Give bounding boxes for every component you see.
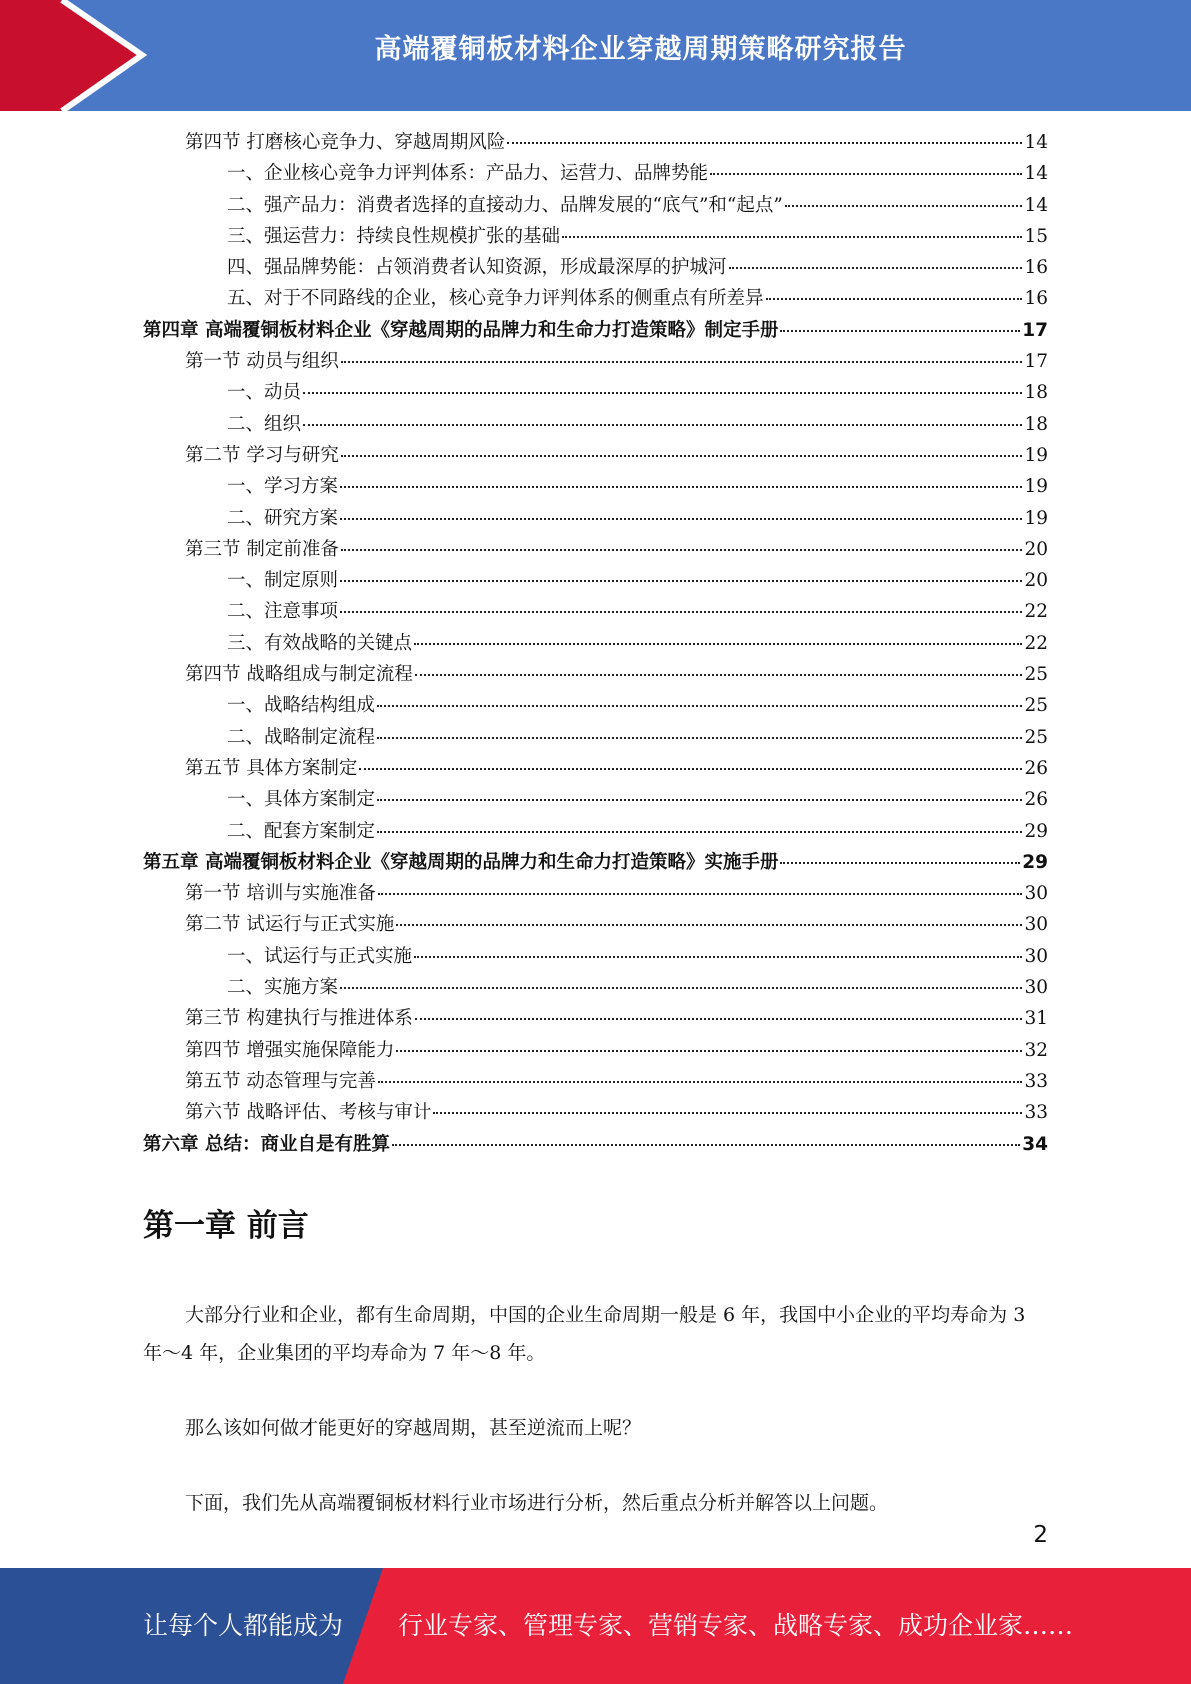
toc-entry-label: 第四节 打磨核心竞争力、穿越周期风险	[185, 132, 506, 153]
toc-entry[interactable]	[143, 504, 1048, 535]
chapter-heading: 第一章 前言	[143, 1208, 309, 1244]
toc-dot-leader	[378, 893, 1023, 895]
footer-slogan: 让每个人都能成为	[143, 1611, 344, 1640]
toc-entry-label: 第四节 增强实施保障能力	[185, 1039, 395, 1061]
toc-entry-page: 17	[1022, 319, 1048, 341]
toc-dot-leader	[303, 392, 1022, 394]
toc-entry-page: 30	[1024, 977, 1048, 999]
toc-entry-page: 33	[1024, 1102, 1048, 1124]
toc-entry-page: 30	[1024, 883, 1048, 905]
toc-entry-label: 二、配套方案制定	[227, 820, 376, 842]
toc-entry[interactable]	[143, 347, 1048, 378]
toc-entry-label: 第一节 培训与实施准备	[185, 883, 376, 905]
toc-entry[interactable]	[143, 754, 1048, 785]
toc-dot-leader	[766, 298, 1023, 300]
toc-entry[interactable]	[143, 472, 1048, 503]
toc-entry-label: 第四章 高端覆铜板材料企业《穿越周期的品牌力和生命力打造策略》制定手册	[143, 319, 779, 341]
toc-entry-page: 16	[1024, 257, 1048, 279]
toc-entry-page: 26	[1024, 789, 1048, 811]
toc-entry-page: 16	[1024, 288, 1048, 310]
toc-entry-label: 第三节 制定前准备	[185, 538, 339, 560]
toc-dot-leader	[414, 643, 1022, 645]
toc-entry-label: 二、注意事项	[227, 601, 339, 623]
toc-entry[interactable]	[143, 316, 1048, 347]
toc-dot-leader	[340, 518, 1022, 520]
toc-dot-leader	[340, 987, 1022, 989]
toc-dot-leader	[377, 737, 1022, 739]
toc-dot-leader	[340, 486, 1022, 488]
toc-entry[interactable]	[143, 222, 1048, 253]
toc-dot-leader	[377, 831, 1022, 833]
toc-entry-label: 一、学习方案	[227, 476, 339, 498]
toc-dot-leader	[415, 1018, 1023, 1020]
toc-entry-page: 15	[1024, 225, 1048, 247]
toc-entry-page: 22	[1024, 632, 1048, 654]
toc-entry-page: 22	[1024, 601, 1048, 623]
toc-dot-leader	[359, 768, 1022, 770]
toc-entry[interactable]	[143, 535, 1048, 566]
toc-entry-page: 25	[1024, 695, 1048, 717]
toc-entry-page: 14	[1024, 132, 1048, 153]
toc-entry-page: 34	[1022, 1133, 1048, 1155]
toc-entry-label: 第二节 学习与研究	[185, 444, 339, 466]
toc-entry-label: 二、实施方案	[227, 977, 339, 999]
toc-entry[interactable]	[143, 1067, 1048, 1098]
toc-entry-label: 一、战略结构组成	[227, 695, 376, 717]
toc-entry-page: 33	[1024, 1070, 1048, 1092]
toc-entry[interactable]	[143, 973, 1048, 1004]
toc-entry[interactable]	[143, 253, 1048, 284]
body-paragraph: 下面，我们先从高端覆铜板材料行业市场进行分析，然后重点分析并解答以上问题。	[185, 1492, 889, 1514]
toc-entry-label: 第一节 动员与组织	[185, 351, 339, 373]
toc-dot-leader	[341, 361, 1023, 363]
toc-dot-leader	[415, 674, 1023, 676]
toc-entry-page: 18	[1024, 382, 1048, 404]
toc-dot-leader	[396, 1050, 1022, 1052]
toc-entry-label: 一、动员	[227, 382, 302, 404]
toc-entry[interactable]	[143, 848, 1048, 879]
toc-dot-leader	[433, 1112, 1022, 1114]
toc-entry-label: 第五节 具体方案制定	[185, 757, 358, 779]
toc-entry-page: 14	[1024, 163, 1048, 185]
toc-entry[interactable]	[143, 942, 1048, 973]
toc-dot-leader	[414, 956, 1022, 958]
toc-entry-label: 第四节 战略组成与制定流程	[185, 664, 413, 686]
toc-entry-page: 25	[1024, 726, 1048, 748]
toc-entry[interactable]	[143, 159, 1048, 190]
toc-entry[interactable]	[143, 1036, 1048, 1067]
toc-entry[interactable]	[143, 378, 1048, 409]
toc-entry-page: 30	[1024, 945, 1048, 967]
toc-entry-page: 19	[1024, 476, 1048, 498]
toc-dot-leader	[341, 549, 1023, 551]
toc-dot-leader	[377, 705, 1022, 707]
toc-dot-leader	[303, 424, 1022, 426]
toc-entry-label: 四、强品牌势能：占领消费者认知资源，形成最深厚的护城河	[227, 257, 727, 279]
toc-dot-leader	[785, 205, 1023, 207]
toc-dot-leader	[710, 173, 1022, 175]
body-paragraph: 那么该如何做才能更好的穿越周期，甚至逆流而上呢？	[185, 1417, 642, 1439]
toc-dot-leader	[780, 330, 1020, 332]
toc-entry-label: 一、企业核心竞争力评判体系：产品力、运营力、品牌势能	[227, 163, 709, 185]
toc-entry-page: 29	[1022, 851, 1048, 873]
toc-entry-page: 14	[1024, 194, 1048, 216]
toc-entry[interactable]	[143, 191, 1048, 222]
toc-dot-leader	[392, 1144, 1020, 1146]
toc-entry[interactable]	[143, 723, 1048, 754]
toc-entry[interactable]	[143, 284, 1048, 315]
toc-dot-leader	[340, 611, 1022, 613]
toc-entry-label: 一、制定原则	[227, 570, 339, 592]
toc-entry-label: 一、具体方案制定	[227, 789, 376, 811]
toc-dot-leader	[396, 924, 1022, 926]
toc-entry-page: 20	[1024, 570, 1048, 592]
toc-entry-label: 第五节 动态管理与完善	[185, 1070, 376, 1092]
toc-dot-leader	[729, 267, 1023, 269]
toc-dot-leader	[377, 799, 1022, 801]
toc-entry[interactable]	[143, 817, 1048, 848]
toc-entry-label: 第五章 高端覆铜板材料企业《穿越周期的品牌力和生命力打造策略》实施手册	[143, 851, 779, 873]
table-of-contents	[143, 128, 1048, 1161]
toc-entry-label: 二、组织	[227, 413, 302, 435]
report-title: 高端覆铜板材料企业穿越周期策略研究报告	[374, 34, 907, 65]
toc-entry-label: 三、强运营力：持续良性规模扩张的基础	[227, 225, 561, 247]
toc-entry-page: 19	[1024, 444, 1048, 466]
toc-entry[interactable]	[143, 1098, 1048, 1129]
toc-entry-label: 第二节 试运行与正式实施	[185, 914, 395, 936]
toc-entry[interactable]	[143, 660, 1048, 691]
toc-entry-label: 第三节 构建执行与推进体系	[185, 1008, 413, 1030]
toc-entry-page: 18	[1024, 413, 1048, 435]
toc-dot-leader	[507, 142, 1022, 144]
toc-entry[interactable]	[143, 910, 1048, 941]
toc-entry-page: 25	[1024, 664, 1048, 686]
toc-entry-page: 31	[1024, 1008, 1048, 1030]
toc-entry-page: 29	[1024, 820, 1048, 842]
toc-entry[interactable]	[143, 691, 1048, 722]
toc-dot-leader	[562, 236, 1022, 238]
toc-entry-label: 二、战略制定流程	[227, 726, 376, 748]
toc-entry-page: 17	[1024, 351, 1048, 373]
toc-entry-label: 三、有效战略的关键点	[227, 632, 413, 654]
toc-entry[interactable]	[143, 879, 1048, 910]
toc-entry-label: 二、强产品力：消费者选择的直接动力、品牌发展的“底气”和“起点”	[227, 194, 783, 216]
toc-entry-page: 19	[1024, 507, 1048, 529]
toc-entry[interactable]	[143, 1004, 1048, 1035]
page-footer	[0, 1568, 1191, 1684]
toc-entry-label: 第六节 战略评估、考核与审计	[185, 1102, 432, 1124]
toc-entry[interactable]	[143, 1130, 1048, 1161]
toc-entry[interactable]	[143, 441, 1048, 472]
body-paragraph: 大部分行业和企业，都有生命周期，中国的企业生命周期一般是 6 年，我国中小企业的平均寿命为 3 年～4 年，企业集团的平均寿命为 7 年～8 年。	[143, 1304, 1026, 1364]
toc-entry[interactable]	[143, 629, 1048, 660]
footer-roles: 行业专家、管理专家、营销专家、战略专家、成功企业家……	[398, 1611, 1074, 1640]
toc-entry-page: 26	[1024, 757, 1048, 779]
toc-dot-leader	[341, 455, 1023, 457]
toc-entry-label: 二、研究方案	[227, 507, 339, 529]
toc-entry[interactable]	[143, 597, 1048, 628]
toc-entry[interactable]	[143, 128, 1048, 159]
toc-entry[interactable]	[143, 566, 1048, 597]
toc-dot-leader	[780, 862, 1020, 864]
toc-entry-label: 五、对于不同路线的企业，核心竞争力评判体系的侧重点有所差异	[227, 288, 764, 310]
toc-entry-page: 20	[1024, 538, 1048, 560]
page-number: 2	[1033, 1522, 1048, 1548]
toc-dot-leader	[340, 580, 1022, 582]
toc-entry[interactable]	[143, 785, 1048, 816]
toc-dot-leader	[378, 1081, 1023, 1083]
toc-entry[interactable]	[143, 410, 1048, 441]
toc-entry-label: 一、试运行与正式实施	[227, 945, 413, 967]
toc-entry-page: 30	[1024, 914, 1048, 936]
toc-entry-page: 32	[1024, 1039, 1048, 1061]
toc-entry-label: 第六章 总结：商业自是有胜算	[143, 1133, 390, 1155]
page-header	[0, 0, 1191, 111]
